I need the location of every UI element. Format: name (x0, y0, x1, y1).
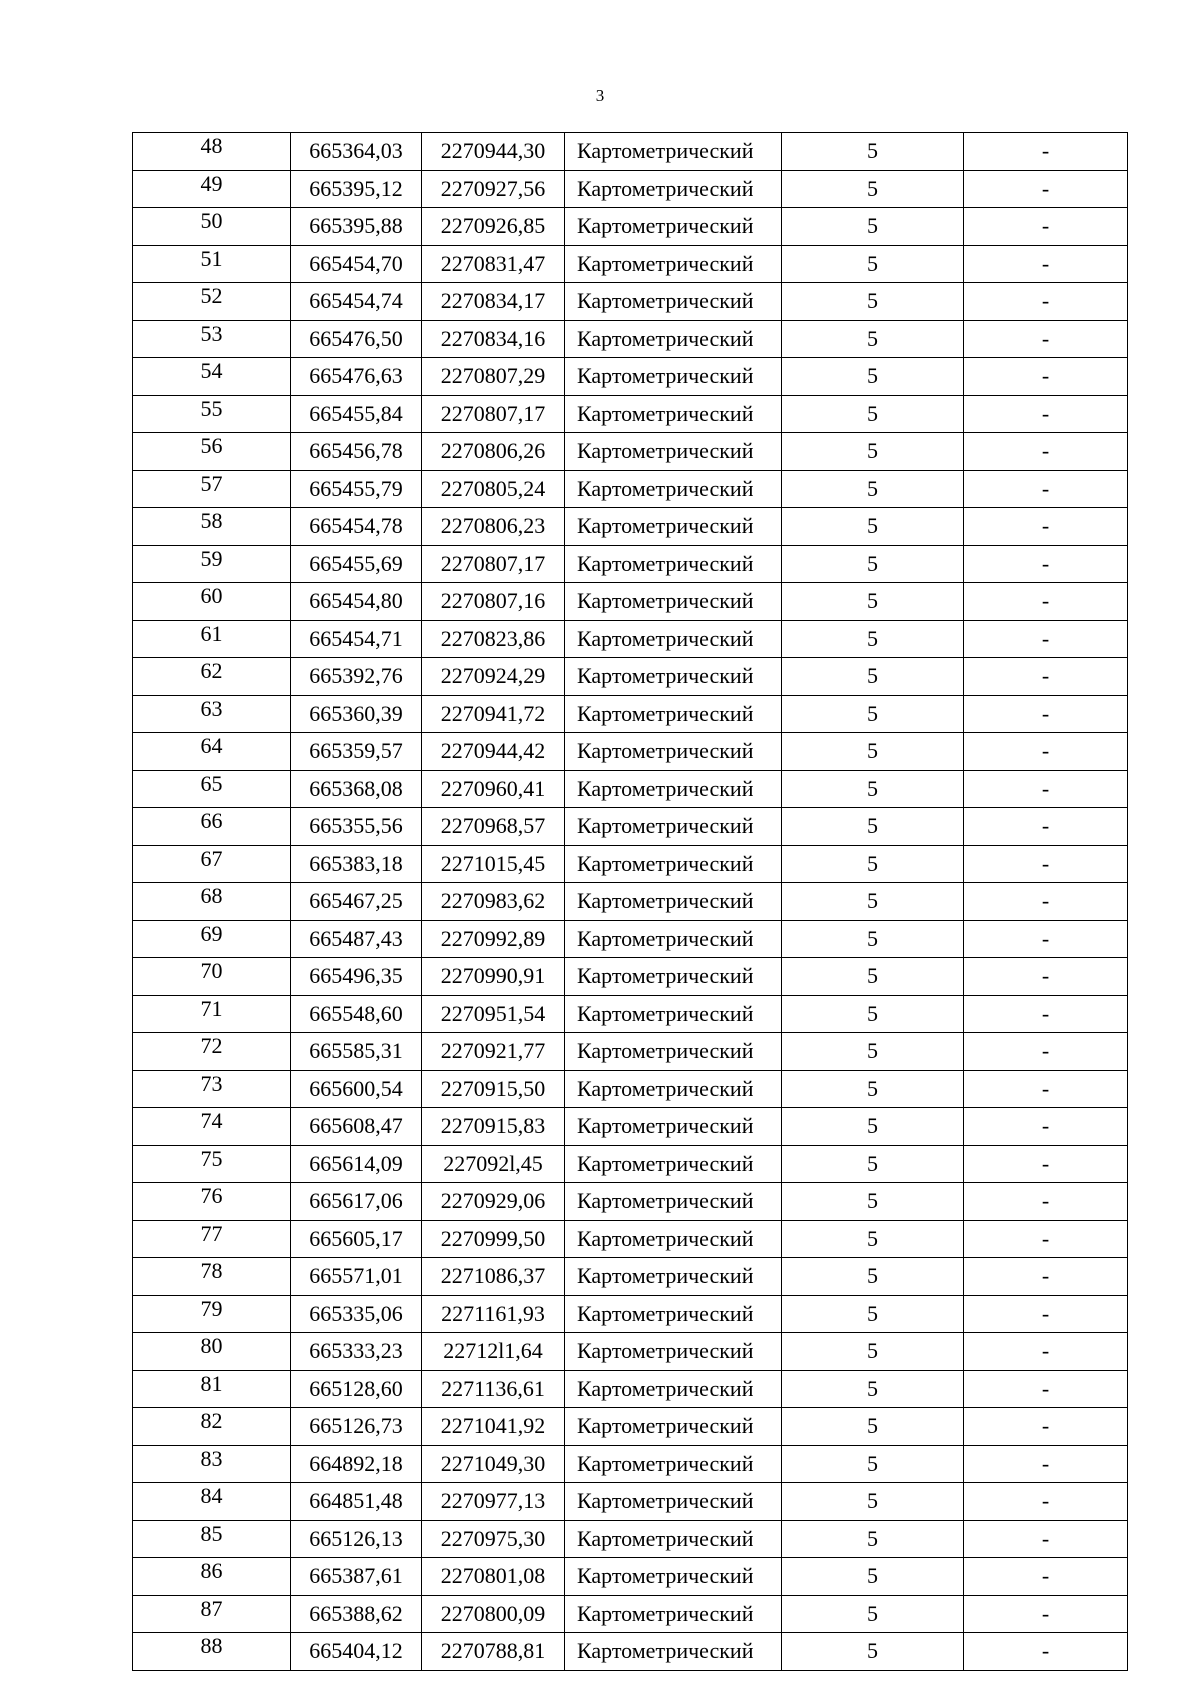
accuracy-cell: 5 (782, 695, 964, 733)
y-coordinate-cell: 22712l1,64 (422, 1333, 565, 1371)
x-coordinate-cell: 665368,08 (291, 770, 422, 808)
method-cell: Картометрический (565, 620, 782, 658)
method-cell: Картометрический (565, 433, 782, 471)
note-cell: - (964, 1408, 1128, 1446)
y-coordinate-cell: 2270944,30 (422, 133, 565, 171)
method-cell: Картометрический (565, 995, 782, 1033)
coordinates-table-body (133, 133, 1128, 1671)
accuracy-cell: 5 (782, 808, 964, 846)
table-row (133, 133, 1128, 171)
y-coordinate-cell: 2270968,57 (422, 808, 565, 846)
y-coordinate-cell: 2270807,17 (422, 545, 565, 583)
accuracy-cell: 5 (782, 1633, 964, 1671)
accuracy-cell: 5 (782, 1183, 964, 1221)
method-cell: Картометрический (565, 808, 782, 846)
x-coordinate-cell: 665387,61 (291, 1558, 422, 1596)
table-row (133, 808, 1128, 846)
table-row (133, 1483, 1128, 1521)
x-coordinate-cell: 665454,70 (291, 245, 422, 283)
x-coordinate-cell: 665455,84 (291, 395, 422, 433)
table-row (133, 208, 1128, 246)
note-cell: - (964, 1220, 1128, 1258)
table-row (133, 1445, 1128, 1483)
point-number-cell: 53 (133, 320, 291, 358)
method-cell: Картометрический (565, 1183, 782, 1221)
y-coordinate-cell: 2270921,77 (422, 1033, 565, 1071)
point-number-cell: 51 (133, 245, 291, 283)
y-coordinate-cell: 2270929,06 (422, 1183, 565, 1221)
accuracy-cell: 5 (782, 1483, 964, 1521)
accuracy-cell: 5 (782, 1108, 964, 1146)
point-number-cell: 79 (133, 1295, 291, 1333)
y-coordinate-cell: 2270975,30 (422, 1520, 565, 1558)
point-number-cell: 52 (133, 283, 291, 321)
method-cell: Картометрический (565, 583, 782, 621)
point-number-cell: 82 (133, 1408, 291, 1446)
note-cell: - (964, 170, 1128, 208)
x-coordinate-cell: 665383,18 (291, 845, 422, 883)
table-row (133, 1633, 1128, 1671)
point-number-cell: 71 (133, 995, 291, 1033)
y-coordinate-cell: 2270834,17 (422, 283, 565, 321)
point-number-cell: 63 (133, 695, 291, 733)
table-row (133, 1370, 1128, 1408)
point-number-cell: 67 (133, 845, 291, 883)
method-cell: Картометрический (565, 1070, 782, 1108)
note-cell: - (964, 620, 1128, 658)
x-coordinate-cell: 665335,06 (291, 1295, 422, 1333)
accuracy-cell: 5 (782, 1258, 964, 1296)
x-coordinate-cell: 665395,88 (291, 208, 422, 246)
x-coordinate-cell: 665548,60 (291, 995, 422, 1033)
method-cell: Картометрический (565, 1108, 782, 1146)
table-row (133, 395, 1128, 433)
accuracy-cell: 5 (782, 208, 964, 246)
x-coordinate-cell: 665476,63 (291, 358, 422, 396)
y-coordinate-cell: 2270788,81 (422, 1633, 565, 1671)
note-cell: - (964, 658, 1128, 696)
accuracy-cell: 5 (782, 133, 964, 171)
point-number-cell: 48 (133, 133, 291, 171)
point-number-cell: 57 (133, 470, 291, 508)
method-cell: Картометрический (565, 1333, 782, 1371)
accuracy-cell: 5 (782, 1558, 964, 1596)
point-number-cell: 68 (133, 883, 291, 921)
note-cell: - (964, 1595, 1128, 1633)
table-row (133, 958, 1128, 996)
note-cell: - (964, 883, 1128, 921)
y-coordinate-cell: 2270806,23 (422, 508, 565, 546)
note-cell: - (964, 1483, 1128, 1521)
table-row (133, 995, 1128, 1033)
y-coordinate-cell: 2270992,89 (422, 920, 565, 958)
note-cell: - (964, 1258, 1128, 1296)
x-coordinate-cell: 664851,48 (291, 1483, 422, 1521)
table-row (133, 1558, 1128, 1596)
point-number-cell: 88 (133, 1633, 291, 1671)
accuracy-cell: 5 (782, 733, 964, 771)
note-cell: - (964, 1033, 1128, 1071)
x-coordinate-cell: 665456,78 (291, 433, 422, 471)
x-coordinate-cell: 665388,62 (291, 1595, 422, 1633)
point-number-cell: 55 (133, 395, 291, 433)
accuracy-cell: 5 (782, 920, 964, 958)
point-number-cell: 83 (133, 1445, 291, 1483)
point-number-cell: 50 (133, 208, 291, 246)
y-coordinate-cell: 2270834,16 (422, 320, 565, 358)
note-cell: - (964, 920, 1128, 958)
point-number-cell: 85 (133, 1520, 291, 1558)
x-coordinate-cell: 665496,35 (291, 958, 422, 996)
method-cell: Картометрический (565, 1520, 782, 1558)
method-cell: Картометрический (565, 470, 782, 508)
note-cell: - (964, 1558, 1128, 1596)
point-number-cell: 60 (133, 583, 291, 621)
x-coordinate-cell: 665585,31 (291, 1033, 422, 1071)
note-cell: - (964, 320, 1128, 358)
point-number-cell: 75 (133, 1145, 291, 1183)
point-number-cell: 56 (133, 433, 291, 471)
note-cell: - (964, 1070, 1128, 1108)
point-number-cell: 78 (133, 1258, 291, 1296)
note-cell: - (964, 283, 1128, 321)
x-coordinate-cell: 665454,71 (291, 620, 422, 658)
accuracy-cell: 5 (782, 470, 964, 508)
point-number-cell: 54 (133, 358, 291, 396)
table-row (133, 883, 1128, 921)
table-row (133, 1145, 1128, 1183)
y-coordinate-cell: 2271049,30 (422, 1445, 565, 1483)
y-coordinate-cell: 2270941,72 (422, 695, 565, 733)
point-number-cell: 77 (133, 1220, 291, 1258)
table-row (133, 1520, 1128, 1558)
method-cell: Картометрический (565, 358, 782, 396)
note-cell: - (964, 1145, 1128, 1183)
note-cell: - (964, 545, 1128, 583)
y-coordinate-cell: 2270800,09 (422, 1595, 565, 1633)
table-row (133, 1595, 1128, 1633)
y-coordinate-cell: 2270823,86 (422, 620, 565, 658)
point-number-cell: 80 (133, 1333, 291, 1371)
table-row (133, 920, 1128, 958)
x-coordinate-cell: 665360,39 (291, 695, 422, 733)
point-number-cell: 84 (133, 1483, 291, 1521)
point-number-cell: 58 (133, 508, 291, 546)
accuracy-cell: 5 (782, 358, 964, 396)
accuracy-cell: 5 (782, 883, 964, 921)
point-number-cell: 76 (133, 1183, 291, 1221)
note-cell: - (964, 1333, 1128, 1371)
x-coordinate-cell: 665364,03 (291, 133, 422, 171)
accuracy-cell: 5 (782, 1295, 964, 1333)
accuracy-cell: 5 (782, 545, 964, 583)
y-coordinate-cell: 2270926,85 (422, 208, 565, 246)
method-cell: Картометрический (565, 1445, 782, 1483)
accuracy-cell: 5 (782, 1445, 964, 1483)
accuracy-cell: 5 (782, 845, 964, 883)
x-coordinate-cell: 665600,54 (291, 1070, 422, 1108)
table-row (133, 845, 1128, 883)
y-coordinate-cell: 2270924,29 (422, 658, 565, 696)
table-row (133, 1070, 1128, 1108)
x-coordinate-cell: 665392,76 (291, 658, 422, 696)
table-row (133, 695, 1128, 733)
table-row (133, 620, 1128, 658)
x-coordinate-cell: 665333,23 (291, 1333, 422, 1371)
x-coordinate-cell: 665614,09 (291, 1145, 422, 1183)
table-row (133, 583, 1128, 621)
note-cell: - (964, 133, 1128, 171)
x-coordinate-cell: 665467,25 (291, 883, 422, 921)
method-cell: Картометрический (565, 1370, 782, 1408)
table-row (133, 433, 1128, 471)
note-cell: - (964, 508, 1128, 546)
accuracy-cell: 5 (782, 508, 964, 546)
y-coordinate-cell: 2270944,42 (422, 733, 565, 771)
y-coordinate-cell: 2270807,16 (422, 583, 565, 621)
note-cell: - (964, 808, 1128, 846)
x-coordinate-cell: 665454,74 (291, 283, 422, 321)
y-coordinate-cell: 2270960,41 (422, 770, 565, 808)
accuracy-cell: 5 (782, 1220, 964, 1258)
method-cell: Картометрический (565, 508, 782, 546)
note-cell: - (964, 470, 1128, 508)
accuracy-cell: 5 (782, 1595, 964, 1633)
x-coordinate-cell: 664892,18 (291, 1445, 422, 1483)
x-coordinate-cell: 665404,12 (291, 1633, 422, 1671)
x-coordinate-cell: 665571,01 (291, 1258, 422, 1296)
accuracy-cell: 5 (782, 1370, 964, 1408)
point-number-cell: 65 (133, 770, 291, 808)
point-number-cell: 62 (133, 658, 291, 696)
note-cell: - (964, 1183, 1128, 1221)
point-number-cell: 61 (133, 620, 291, 658)
method-cell: Картометрический (565, 1558, 782, 1596)
table-row (133, 508, 1128, 546)
note-cell: - (964, 995, 1128, 1033)
note-cell: - (964, 1295, 1128, 1333)
note-cell: - (964, 695, 1128, 733)
table-row (133, 733, 1128, 771)
accuracy-cell: 5 (782, 245, 964, 283)
table-row (133, 658, 1128, 696)
y-coordinate-cell: 2270807,29 (422, 358, 565, 396)
note-cell: - (964, 395, 1128, 433)
method-cell: Картометрический (565, 1633, 782, 1671)
point-number-cell: 81 (133, 1370, 291, 1408)
x-coordinate-cell: 665476,50 (291, 320, 422, 358)
point-number-cell: 72 (133, 1033, 291, 1071)
y-coordinate-cell: 227092l,45 (422, 1145, 565, 1183)
y-coordinate-cell: 2270806,26 (422, 433, 565, 471)
y-coordinate-cell: 2270983,62 (422, 883, 565, 921)
x-coordinate-cell: 665126,73 (291, 1408, 422, 1446)
x-coordinate-cell: 665355,56 (291, 808, 422, 846)
accuracy-cell: 5 (782, 395, 964, 433)
note-cell: - (964, 433, 1128, 471)
note-cell: - (964, 583, 1128, 621)
method-cell: Картометрический (565, 1295, 782, 1333)
note-cell: - (964, 208, 1128, 246)
accuracy-cell: 5 (782, 1520, 964, 1558)
method-cell: Картометрический (565, 208, 782, 246)
method-cell: Картометрический (565, 695, 782, 733)
accuracy-cell: 5 (782, 1333, 964, 1371)
y-coordinate-cell: 2270990,91 (422, 958, 565, 996)
note-cell: - (964, 845, 1128, 883)
method-cell: Картометрический (565, 170, 782, 208)
method-cell: Картометрический (565, 545, 782, 583)
y-coordinate-cell: 2271136,61 (422, 1370, 565, 1408)
method-cell: Картометрический (565, 920, 782, 958)
point-number-cell: 87 (133, 1595, 291, 1633)
y-coordinate-cell: 2270805,24 (422, 470, 565, 508)
point-number-cell: 69 (133, 920, 291, 958)
y-coordinate-cell: 2270977,13 (422, 1483, 565, 1521)
point-number-cell: 70 (133, 958, 291, 996)
y-coordinate-cell: 2271041,92 (422, 1408, 565, 1446)
table-row (133, 1220, 1128, 1258)
method-cell: Картометрический (565, 658, 782, 696)
accuracy-cell: 5 (782, 620, 964, 658)
accuracy-cell: 5 (782, 1070, 964, 1108)
x-coordinate-cell: 665128,60 (291, 1370, 422, 1408)
method-cell: Картометрический (565, 1145, 782, 1183)
note-cell: - (964, 1633, 1128, 1671)
method-cell: Картометрический (565, 1033, 782, 1071)
y-coordinate-cell: 2270999,50 (422, 1220, 565, 1258)
y-coordinate-cell: 2271086,37 (422, 1258, 565, 1296)
table-row (133, 170, 1128, 208)
method-cell: Картометрический (565, 770, 782, 808)
method-cell: Картометрический (565, 1408, 782, 1446)
table-row (133, 1108, 1128, 1146)
y-coordinate-cell: 2271015,45 (422, 845, 565, 883)
point-number-cell: 59 (133, 545, 291, 583)
accuracy-cell: 5 (782, 283, 964, 321)
y-coordinate-cell: 2270927,56 (422, 170, 565, 208)
x-coordinate-cell: 665126,13 (291, 1520, 422, 1558)
y-coordinate-cell: 2270801,08 (422, 1558, 565, 1596)
accuracy-cell: 5 (782, 770, 964, 808)
note-cell: - (964, 770, 1128, 808)
table-row (133, 545, 1128, 583)
point-number-cell: 74 (133, 1108, 291, 1146)
note-cell: - (964, 1520, 1128, 1558)
point-number-cell: 66 (133, 808, 291, 846)
y-coordinate-cell: 2270915,50 (422, 1070, 565, 1108)
accuracy-cell: 5 (782, 1033, 964, 1071)
accuracy-cell: 5 (782, 583, 964, 621)
note-cell: - (964, 1108, 1128, 1146)
method-cell: Картометрический (565, 395, 782, 433)
x-coordinate-cell: 665395,12 (291, 170, 422, 208)
accuracy-cell: 5 (782, 433, 964, 471)
method-cell: Картометрический (565, 1595, 782, 1633)
method-cell: Картометрический (565, 245, 782, 283)
x-coordinate-cell: 665617,06 (291, 1183, 422, 1221)
method-cell: Картометрический (565, 1258, 782, 1296)
method-cell: Картометрический (565, 1483, 782, 1521)
accuracy-cell: 5 (782, 320, 964, 358)
note-cell: - (964, 1370, 1128, 1408)
point-number-cell: 64 (133, 733, 291, 771)
method-cell: Картометрический (565, 283, 782, 321)
table-row (133, 283, 1128, 321)
accuracy-cell: 5 (782, 958, 964, 996)
x-coordinate-cell: 665455,69 (291, 545, 422, 583)
page-number: 3 (595, 86, 605, 105)
method-cell: Картометрический (565, 133, 782, 171)
table-row (133, 245, 1128, 283)
table-row (133, 1408, 1128, 1446)
x-coordinate-cell: 665454,80 (291, 583, 422, 621)
method-cell: Картометрический (565, 320, 782, 358)
y-coordinate-cell: 2270831,47 (422, 245, 565, 283)
accuracy-cell: 5 (782, 1408, 964, 1446)
table-row (133, 770, 1128, 808)
method-cell: Картометрический (565, 1220, 782, 1258)
note-cell: - (964, 358, 1128, 396)
point-number-cell: 86 (133, 1558, 291, 1596)
y-coordinate-cell: 2270951,54 (422, 995, 565, 1033)
table-row (133, 470, 1128, 508)
note-cell: - (964, 733, 1128, 771)
x-coordinate-cell: 665605,17 (291, 1220, 422, 1258)
note-cell: - (964, 1445, 1128, 1483)
method-cell: Картометрический (565, 883, 782, 921)
table-row (133, 358, 1128, 396)
y-coordinate-cell: 2270915,83 (422, 1108, 565, 1146)
method-cell: Картометрический (565, 733, 782, 771)
accuracy-cell: 5 (782, 995, 964, 1033)
y-coordinate-cell: 2270807,17 (422, 395, 565, 433)
coordinates-table (132, 132, 1128, 1671)
table-row (133, 1258, 1128, 1296)
x-coordinate-cell: 665487,43 (291, 920, 422, 958)
x-coordinate-cell: 665359,57 (291, 733, 422, 771)
accuracy-cell: 5 (782, 1145, 964, 1183)
table-row (133, 1295, 1128, 1333)
table-row (133, 1183, 1128, 1221)
point-number-cell: 73 (133, 1070, 291, 1108)
table-row (133, 1033, 1128, 1071)
x-coordinate-cell: 665608,47 (291, 1108, 422, 1146)
x-coordinate-cell: 665454,78 (291, 508, 422, 546)
method-cell: Картометрический (565, 958, 782, 996)
x-coordinate-cell: 665455,79 (291, 470, 422, 508)
accuracy-cell: 5 (782, 170, 964, 208)
accuracy-cell: 5 (782, 658, 964, 696)
method-cell: Картометрический (565, 845, 782, 883)
table-row (133, 320, 1128, 358)
y-coordinate-cell: 2271161,93 (422, 1295, 565, 1333)
table-row (133, 1333, 1128, 1371)
note-cell: - (964, 958, 1128, 996)
point-number-cell: 49 (133, 170, 291, 208)
note-cell: - (964, 245, 1128, 283)
